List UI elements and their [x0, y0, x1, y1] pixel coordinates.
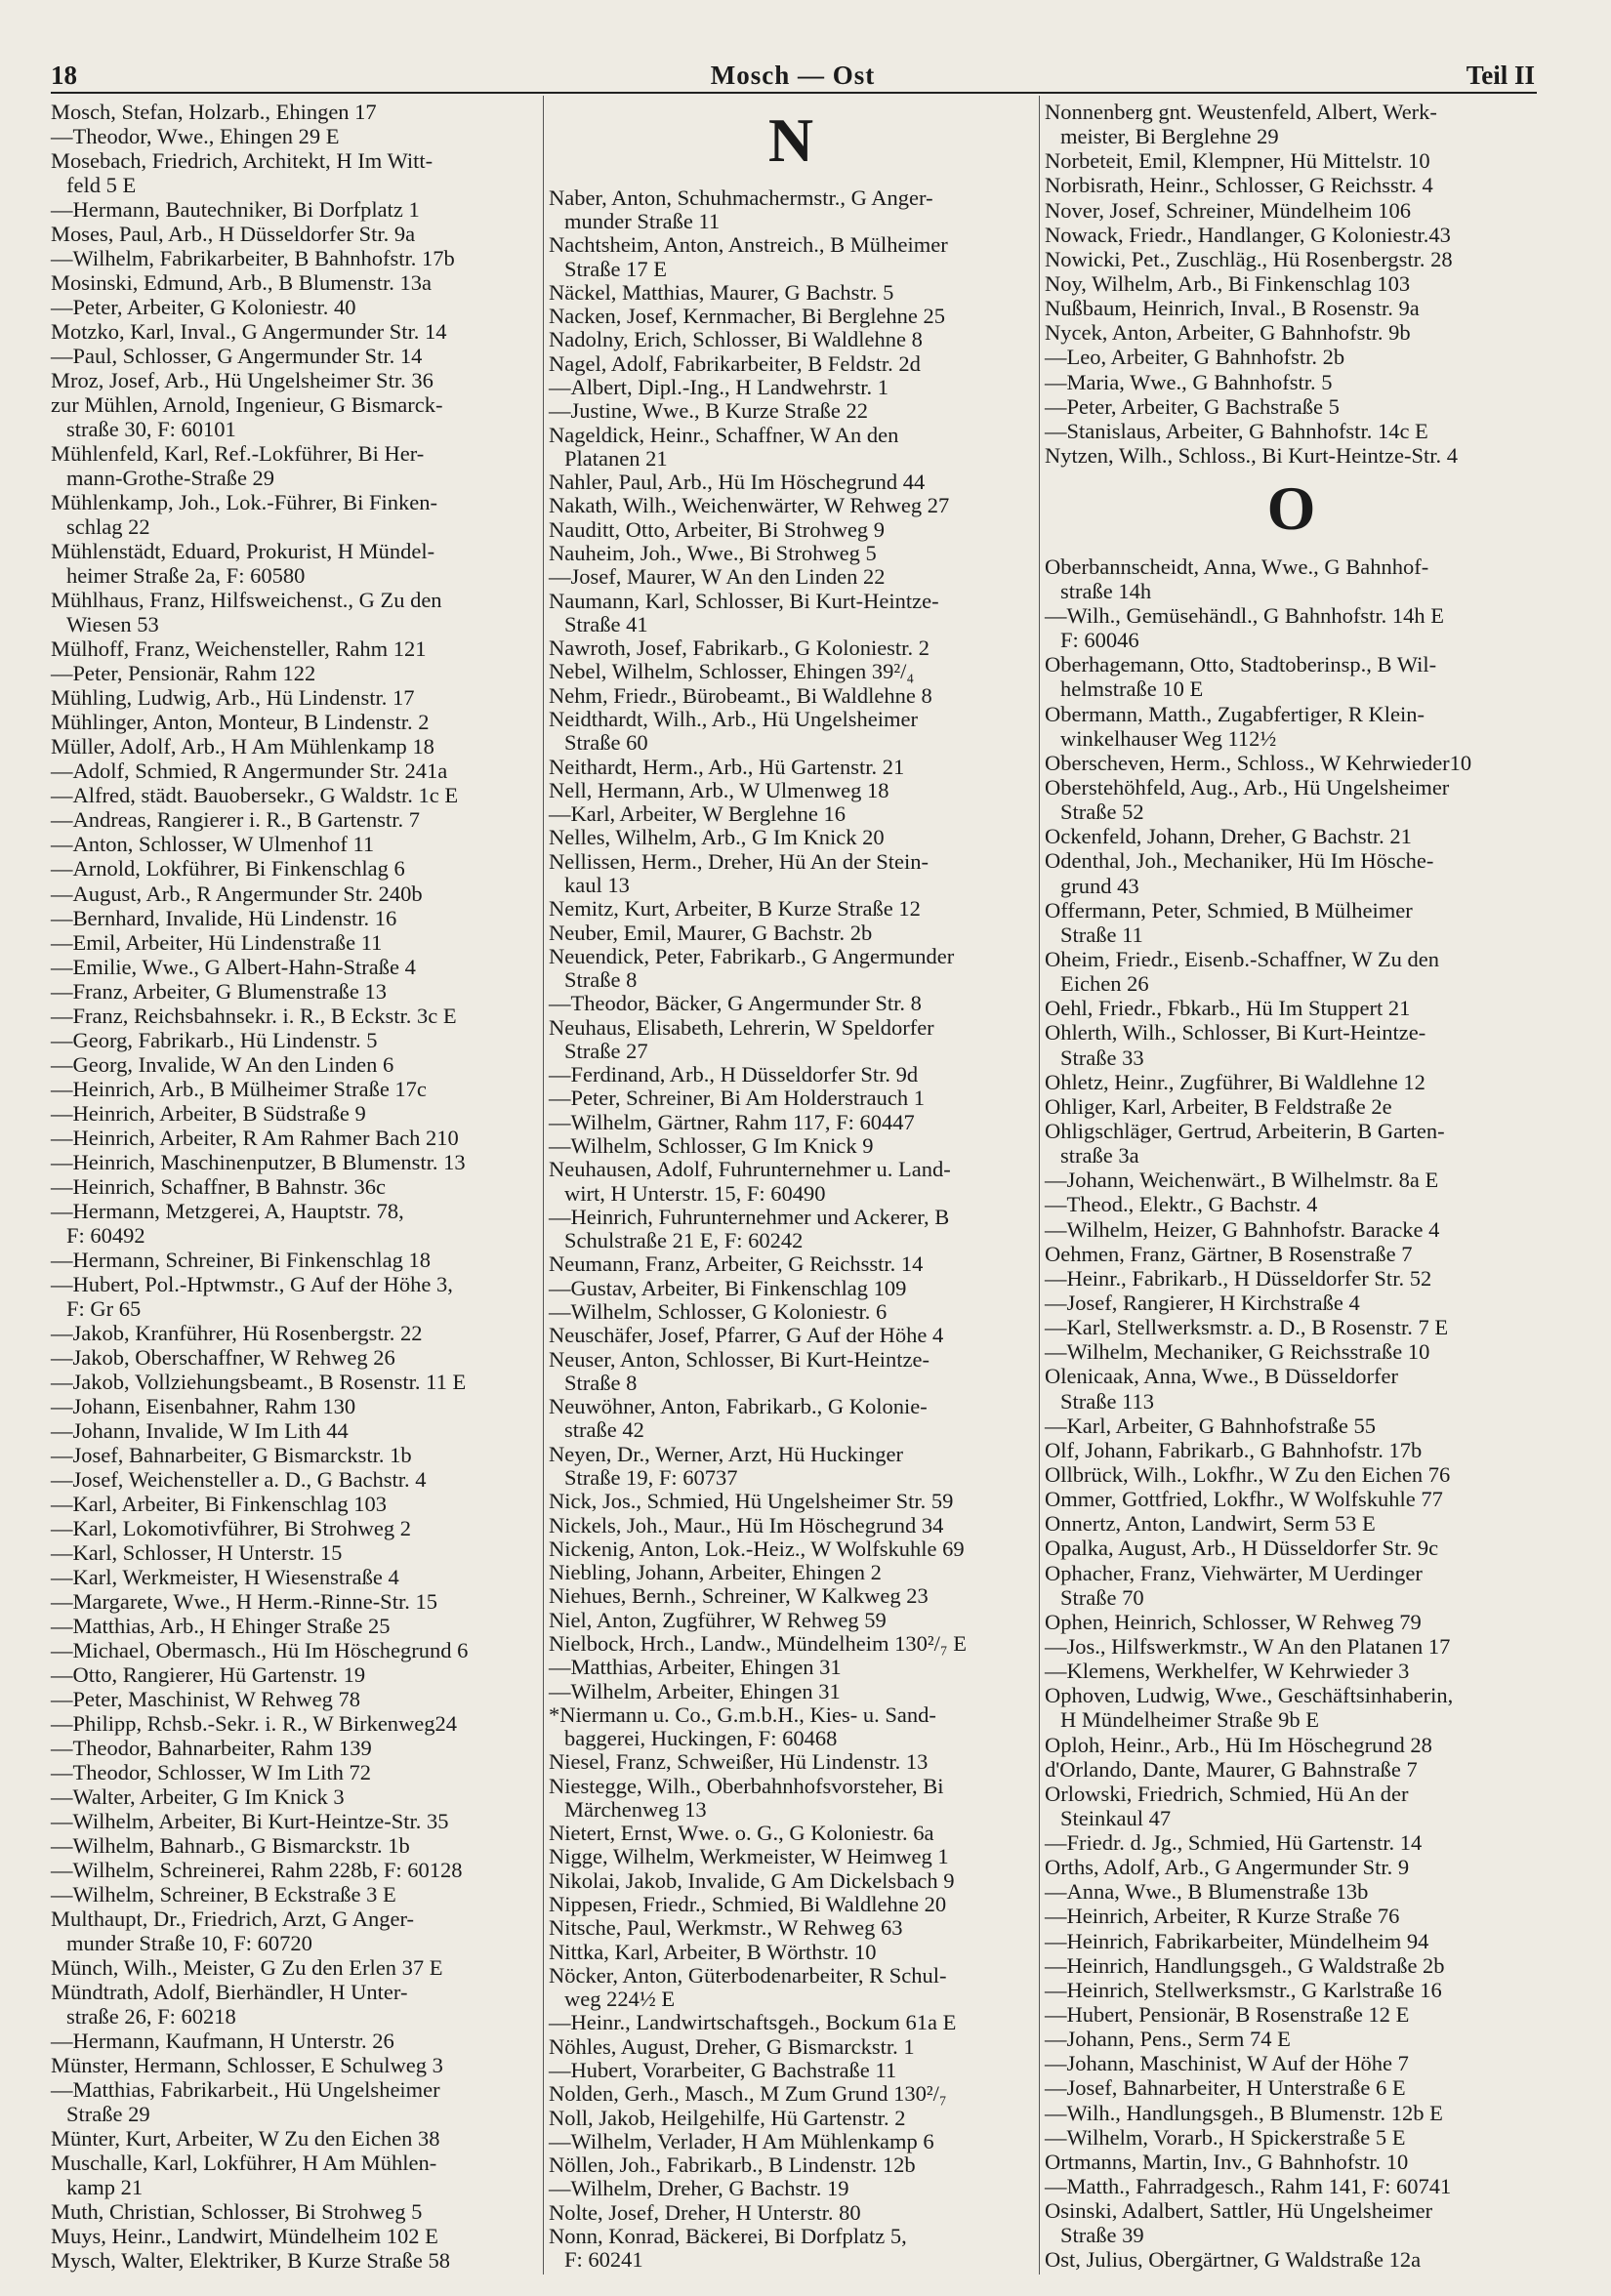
- directory-entry: —Theodor, Wwe., Ehingen 29 E: [51, 124, 340, 149]
- directory-entry: —Wilhelm, Fabrikarbeiter, B Bahnhofstr. 17b: [51, 246, 455, 271]
- directory-column-2: [549, 102, 1033, 2273]
- directory-entry: Noll, Jakob, Heilgehilfe, Hü Gartenstr. 2: [549, 2105, 906, 2130]
- directory-entry: —Adolf, Schmied, R Angermunder Str. 241a: [51, 758, 448, 784]
- directory-entry: —Heinrich, Fabrikarbeiter, Mündelheim 94: [1045, 1928, 1429, 1953]
- directory-entry: Ohligschläger, Gertrud, Arbeiterin, B Garten-: [1045, 1118, 1445, 1143]
- entry-continuation-line: Straße 70: [1060, 1584, 1144, 1610]
- directory-entry: Nawroth, Josef, Fabrikarb., G Koloniestr. 2: [549, 636, 929, 661]
- entry-continuation-line: feld 5 E: [66, 173, 137, 198]
- directory-entry: —Wilhelm, Mechaniker, G Reichsstraße 10: [1045, 1339, 1430, 1365]
- directory-entry: Oheim, Friedr., Eisenb.-Schaffner, W Zu den: [1045, 947, 1440, 971]
- directory-entry: —Josef, Maurer, W An den Linden 22: [549, 564, 886, 590]
- directory-entry: Niesel, Franz, Schweißer, Hü Lindenstr. 13: [549, 1749, 929, 1775]
- directory-entry: Nagel, Adolf, Fabrikarbeiter, B Feldstr. 2d: [549, 350, 921, 376]
- directory-entry: Nitsche, Paul, Werkmstr., W Rehweg 63: [549, 1915, 903, 1941]
- directory-entry: Oberbannscheidt, Anna, Wwe., G Bahnhof-: [1045, 554, 1429, 579]
- directory-entry: Norbeteit, Emil, Klempner, Hü Mittelstr. 10: [1045, 148, 1430, 174]
- entry-continuation-line: Straße 11: [1060, 922, 1143, 947]
- directory-entry: —Johann, Eisenbahner, Rahm 130: [51, 1393, 356, 1418]
- directory-entry: —Heinrich, Fuhrunternehmer und Ackerer, B: [549, 1204, 950, 1229]
- directory-entry: Nauheim, Joh., Wwe., Bi Strohweg 5: [549, 541, 877, 565]
- directory-entry: Oehl, Friedr., Fbkarb., Hü Im Stuppert 21: [1045, 996, 1411, 1021]
- directory-entry: —Peter, Schreiner, Bi Am Holderstrauch 1: [549, 1086, 925, 1111]
- directory-entry: —Karl, Stellwerksmstr. a. D., B Rosenstr. 7 E: [1045, 1315, 1449, 1340]
- directory-entry: —Albert, Dipl.-Ing., H Landwehrstr. 1: [549, 375, 889, 400]
- directory-entry: Nehm, Friedr., Bürobeamt., Bi Waldlehne 8: [549, 682, 932, 708]
- directory-entry: Neithardt, Herm., Arb., Hü Gartenstr. 21: [549, 754, 905, 779]
- directory-entry: —Heinrich, Arb., B Mülheimer Straße 17c: [51, 1076, 427, 1101]
- directory-entry: Odenthal, Joh., Mechaniker, Hü Im Hösche-: [1045, 848, 1434, 874]
- directory-entry: —Wilhelm, Schreinerei, Rahm 228b, F: 60128: [51, 1858, 463, 1883]
- directory-entry: Nowicki, Pet., Zuschläg., Hü Rosenbergstr. 28: [1045, 246, 1453, 271]
- entry-continuation-line: straße 26, F: 60218: [66, 2004, 236, 2030]
- entry-continuation-line: F: 60492: [66, 1222, 145, 1248]
- directory-entry: Oberscheven, Herm., Schloss., W Kehrwieder10: [1045, 750, 1472, 775]
- directory-entry: Mroz, Josef, Arb., Hü Ungelsheimer Str. 36: [51, 368, 434, 393]
- directory-entry: Olenicaak, Anna, Wwe., B Düsseldorfer: [1045, 1364, 1398, 1389]
- directory-entry: Neuber, Emil, Maurer, G Bachstr. 2b: [549, 920, 873, 945]
- directory-entry: Mühling, Ludwig, Arb., Hü Lindenstr. 17: [51, 685, 415, 711]
- directory-entry: —Peter, Maschinist, W Rehweg 78: [51, 1687, 360, 1712]
- directory-entry: Niehues, Bernh., Schreiner, W Kalkweg 23: [549, 1583, 929, 1609]
- directory-entry: Neuschäfer, Josef, Pfarrer, G Auf der Höhe 4: [549, 1323, 944, 1348]
- directory-entry: Nonnenberg gnt. Weustenfeld, Albert, Werk-: [1045, 100, 1437, 124]
- directory-entry: Mühlenkamp, Joh., Lok.-Führer, Bi Finken-: [51, 490, 437, 515]
- directory-entry: Mysch, Walter, Elektriker, B Kurze Straße 58: [51, 2248, 450, 2274]
- entry-continuation-line: straße 42: [564, 1417, 644, 1443]
- directory-entry: —Hermann, Kaufmann, H Unterstr. 26: [51, 2029, 394, 2054]
- directory-entry: Ohliger, Karl, Arbeiter, B Feldstraße 2e: [1045, 1093, 1392, 1119]
- directory-entry: Multhaupt, Dr., Friedrich, Arzt, G Anger-: [51, 1906, 414, 1932]
- entry-continuation-line: heimer Straße 2a, F: 60580: [66, 563, 306, 589]
- entry-continuation-line: schlag 22: [66, 514, 150, 540]
- directory-entry: —Karl, Arbeiter, G Bahnhofstraße 55: [1045, 1413, 1377, 1438]
- page-number: 18: [51, 61, 77, 90]
- directory-entry: —Anna, Wwe., B Blumenstraße 13b: [1045, 1879, 1369, 1905]
- directory-entry: Mosch, Stefan, Holzarb., Ehingen 17: [51, 100, 377, 124]
- directory-entry: —Wilhelm, Arbeiter, Bi Kurt-Heintze-Str. 35: [51, 1809, 449, 1834]
- entry-continuation-line: Straße 33: [1060, 1045, 1144, 1070]
- directory-entry: Oehmen, Franz, Gärtner, B Rosenstraße 7: [1045, 1241, 1413, 1266]
- directory-entry: Nover, Josef, Schreiner, Mündelheim 106: [1045, 197, 1411, 223]
- directory-entry: Mülhoff, Franz, Weichensteller, Rahm 121: [51, 636, 427, 662]
- directory-entry: Niestegge, Wilh., Oberbahnhofsvorsteher, Bi: [549, 1773, 944, 1798]
- entry-continuation-line: Wiesen 53: [66, 612, 159, 637]
- directory-entry: —Hermann, Schreiner, Bi Finkenschlag 18: [51, 1247, 432, 1272]
- directory-entry: Mündtrath, Adolf, Bierhändler, H Unter-: [51, 1980, 408, 2005]
- directory-entry: —Johann, Pens., Serm 74 E: [1045, 2027, 1291, 2052]
- directory-entry: Mosebach, Friedrich, Architekt, H Im Witt-: [51, 148, 434, 174]
- directory-entry: —Karl, Werkmeister, H Wiesenstraße 4: [51, 1564, 399, 1589]
- directory-entry: —Franz, Reichsbahnsekr. i. R., B Eckstr. 3c E: [51, 1003, 457, 1028]
- directory-entry: Nikolai, Jakob, Invalide, G Am Dickelsbach 9: [549, 1867, 955, 1893]
- directory-entry: —Emilie, Wwe., G Albert-Hahn-Straße 4: [51, 954, 416, 979]
- directory-entry: Nowack, Friedr., Handlanger, G Koloniestr.43: [1045, 222, 1451, 247]
- directory-entry: Naber, Anton, Schuhmachermstr., G Anger-: [549, 184, 933, 210]
- directory-entry: Opalka, August, Arb., H Düsseldorfer Str. 9c: [1045, 1536, 1439, 1561]
- directory-entry: —Peter, Pensionär, Rahm 122: [51, 661, 316, 686]
- directory-entry: Oberhagemann, Otto, Stadtoberinsp., B Wil-: [1045, 652, 1437, 677]
- directory-entry: Nebel, Wilhelm, Schlosser, Ehingen 39²/₄: [549, 659, 915, 684]
- directory-entry: —Philipp, Rchsb.-Sekr. i. R., W Birkenweg24: [51, 1711, 458, 1737]
- directory-entry: —Heinrich, Arbeiter, R Kurze Straße 76: [1045, 1904, 1400, 1929]
- directory-entry: Ohletz, Heinr., Zugführer, Bi Waldlehne 12: [1045, 1069, 1425, 1094]
- directory-entry: —Emil, Arbeiter, Hü Lindenstraße 11: [51, 929, 383, 955]
- directory-entry: Motzko, Karl, Inval., G Angermunder Str. 14: [51, 319, 447, 345]
- directory-entry: —Andreas, Rangierer i. R., B Gartenstr. 7: [51, 807, 421, 833]
- directory-entry: Nöhles, August, Dreher, G Bismarckstr. 1: [549, 2033, 915, 2059]
- directory-entry: Nöcker, Anton, Güterbodenarbeiter, R Schul-: [549, 1962, 947, 1988]
- entry-continuation-line: Platanen 21: [564, 445, 668, 471]
- directory-entry: Näckel, Matthias, Maurer, G Bachstr. 5: [549, 279, 894, 305]
- directory-entry: Noy, Wilhelm, Arb., Bi Finkenschlag 103: [1045, 270, 1411, 296]
- directory-entry: Nickels, Joh., Maur., Hü Im Höschegrund 34: [549, 1512, 944, 1538]
- directory-entry: Neyen, Dr., Werner, Arzt, Hü Huckinger: [549, 1441, 904, 1466]
- entry-continuation-line: Straße 113: [1060, 1388, 1155, 1414]
- section-letter-heading: O: [1266, 473, 1316, 544]
- directory-entry: Nellissen, Herm., Dreher, Hü An der Stein-: [549, 848, 929, 874]
- entry-continuation-line: Straße 27: [564, 1038, 648, 1063]
- directory-entry: —Paul, Schlosser, G Angermunder Str. 14: [51, 344, 423, 369]
- directory-entry: —Heinr., Landwirtschaftsgeh., Bockum 61a E: [549, 2010, 957, 2035]
- directory-entry: —Matthias, Fabrikarbeit., Hü Ungelsheimer: [51, 2077, 440, 2103]
- directory-entry: Moses, Paul, Arb., H Düsseldorfer Str. 9a: [51, 222, 416, 247]
- directory-entry: Orlowski, Friedrich, Schmied, Hü An der: [1045, 1781, 1409, 1806]
- directory-entry: Nippesen, Friedr., Schmied, Bi Waldlehne 20: [549, 1892, 947, 1917]
- directory-entry: Ockenfeld, Johann, Dreher, G Bachstr. 21: [1045, 824, 1412, 849]
- directory-entry: —Margarete, Wwe., H Herm.-Rinne-Str. 15: [51, 1588, 437, 1614]
- directory-entry: Nigge, Wilhelm, Werkmeister, W Heimweg 1: [549, 1844, 949, 1869]
- directory-entry: Muschalle, Karl, Lokführer, H Am Mühlen-: [51, 2151, 437, 2176]
- directory-entry: —Georg, Invalide, W An den Linden 6: [51, 1051, 394, 1077]
- directory-entry: Nußbaum, Heinrich, Inval., B Rosenstr. 9a: [1045, 296, 1420, 321]
- directory-entry: Neidthardt, Wilh., Arb., Hü Ungelsheimer: [549, 706, 918, 731]
- directory-entry: Muth, Christian, Schlosser, Bi Strohweg 5: [51, 2199, 423, 2225]
- directory-entry: Ophacher, Franz, Viehwärter, M Uerdinger: [1045, 1560, 1423, 1585]
- entry-continuation-line: winkelhauser Weg 112½: [1060, 725, 1277, 751]
- entry-continuation-line: Straße 41: [564, 611, 648, 636]
- directory-entry: —Josef, Bahnarbeiter, H Unterstraße 6 E: [1045, 2075, 1406, 2101]
- directory-entry: —Karl, Schlosser, H Unterstr. 15: [51, 1539, 343, 1565]
- directory-entry: Nelles, Wilhelm, Arb., G Im Knick 20: [549, 825, 885, 850]
- directory-entry: Oberstehöhfeld, Aug., Arb., Hü Ungelsheimer: [1045, 775, 1450, 800]
- directory-entry: Münch, Wilh., Meister, G Zu den Erlen 37 E: [51, 1955, 443, 1981]
- directory-entry: Nytzen, Wilh., Schloss., Bi Kurt-Heintze-Str. 4: [1045, 442, 1459, 468]
- directory-entry: —Matth., Fahrradgesch., Rahm 141, F: 60741: [1045, 2174, 1452, 2199]
- entry-continuation-line: baggerei, Huckingen, F: 60468: [564, 1726, 838, 1751]
- directory-entry: —Theodor, Schlosser, W Im Lith 72: [51, 1760, 371, 1785]
- entry-continuation-line: straße 3a: [1060, 1143, 1139, 1168]
- entry-continuation-line: Steinkaul 47: [1060, 1805, 1172, 1830]
- entry-continuation-line: grund 43: [1060, 873, 1139, 898]
- directory-entry: Ophoven, Ludwig, Wwe., Geschäftsinhaberin,: [1045, 1683, 1454, 1708]
- directory-entry: Onnertz, Anton, Landwirt, Serm 53 E: [1045, 1511, 1376, 1537]
- directory-entry: Neuwöhner, Anton, Fabrikarb., G Kolonie-: [549, 1394, 928, 1419]
- directory-entry: —Heinrich, Stellwerksmstr., G Karlstraße 16: [1045, 1977, 1442, 2002]
- directory-entry: —Karl, Lokomotivführer, Bi Strohweg 2: [51, 1515, 412, 1540]
- directory-entry: Nycek, Anton, Arbeiter, G Bahnhofstr. 9b: [1045, 320, 1411, 346]
- column-divider: [1039, 96, 1040, 2275]
- directory-column-1: [51, 102, 539, 2273]
- directory-entry: Ollbrück, Wilh., Lokfhr., W Zu den Eichen 76: [1045, 1461, 1451, 1487]
- directory-entry: Osinski, Adalbert, Sattler, Hü Ungelsheimer: [1045, 2198, 1433, 2224]
- directory-entry: —Hubert, Vorarbeiter, G Bachstraße 11: [549, 2058, 897, 2082]
- directory-entry: —Theodor, Bäcker, G Angermunder Str. 8: [549, 991, 922, 1016]
- directory-entry: Muys, Heinr., Landwirt, Mündelheim 102 E: [51, 2224, 438, 2249]
- directory-entry: —Justine, Wwe., B Kurze Straße 22: [549, 398, 869, 424]
- directory-entry: —Matthias, Arbeiter, Ehingen 31: [549, 1655, 842, 1680]
- directory-entry: Offermann, Peter, Schmied, B Mülheimer: [1045, 897, 1413, 922]
- directory-entry: —Franz, Arbeiter, G Blumenstraße 13: [51, 978, 388, 1004]
- entry-continuation-line: Straße 19, F: 60737: [564, 1464, 738, 1490]
- directory-entry: —Peter, Arbeiter, G Koloniestr. 40: [51, 295, 356, 320]
- directory-entry: Ophen, Heinrich, Schlosser, W Rehweg 79: [1045, 1609, 1422, 1634]
- directory-entry: —Josef, Rangierer, H Kirchstraße 4: [1045, 1290, 1360, 1315]
- directory-entry: Oploh, Heinr., Arb., Hü Im Höschegrund 28: [1045, 1732, 1432, 1757]
- directory-entry: —Theodor, Bahnarbeiter, Rahm 139: [51, 1736, 372, 1761]
- directory-entry: —Johann, Invalide, W Im Lith 44: [51, 1417, 349, 1443]
- directory-entry: Nahler, Paul, Arb., Hü Im Höschegrund 44: [549, 470, 926, 495]
- entry-continuation-line: munder Straße 11: [564, 209, 721, 234]
- directory-entry: —Wilhelm, Heizer, G Bahnhofstr. Baracke 4: [1045, 1216, 1440, 1242]
- directory-entry: Orths, Adolf, Arb., G Angermunder Str. 9: [1045, 1855, 1410, 1880]
- directory-entry: —Josef, Weichensteller a. D., G Bachstr. 4: [51, 1466, 427, 1492]
- directory-entry: Mühlhaus, Franz, Hilfsweichenst., G Zu den: [51, 588, 442, 613]
- section-letter-heading: N: [767, 105, 814, 175]
- directory-entry: Nachtsheim, Anton, Anstreich., B Mülheimer: [549, 232, 948, 258]
- directory-entry: —Jakob, Oberschaffner, W Rehweg 26: [51, 1344, 395, 1370]
- directory-entry: —Wilhelm, Vorarb., H Spickerstraße 5 E: [1045, 2124, 1406, 2150]
- directory-entry: Nacken, Josef, Kernmacher, Bi Berglehne 25: [549, 304, 946, 329]
- directory-entry: —Jos., Hilfswerkmstr., W An den Platanen 17: [1045, 1633, 1451, 1659]
- entry-continuation-line: Märchenweg 13: [564, 1796, 707, 1822]
- directory-entry: Müller, Adolf, Arb., H Am Mühlenkamp 18: [51, 734, 434, 759]
- directory-entry: Nonn, Konrad, Bäckerei, Bi Dorfplatz 5,: [549, 2223, 907, 2248]
- directory-entry: —Klemens, Werkhelfer, W Kehrwieder 3: [1045, 1659, 1410, 1684]
- directory-entry: —Matthias, Arb., H Ehinger Straße 25: [51, 1613, 391, 1638]
- directory-entry: —Karl, Arbeiter, Bi Finkenschlag 103: [51, 1491, 388, 1516]
- directory-entry: —Karl, Arbeiter, W Berglehne 16: [549, 801, 847, 827]
- header-rule: [51, 92, 1537, 94]
- directory-entry: —Otto, Rangierer, Hü Gartenstr. 19: [51, 1662, 366, 1687]
- entry-continuation-line: mann-Grothe-Straße 29: [66, 466, 275, 491]
- directory-entry: Nell, Hermann, Arb., W Ulmenweg 18: [549, 777, 889, 802]
- entry-continuation-line: weg 224½ E: [564, 1987, 676, 2012]
- directory-entry: —Friedr. d. Jg., Schmied, Hü Gartenstr. 14: [1045, 1830, 1423, 1856]
- directory-entry: Niebling, Johann, Arbeiter, Ehingen 2: [549, 1560, 882, 1585]
- directory-entry: Neuhausen, Adolf, Fuhrunternehmer u. Land-: [549, 1157, 951, 1182]
- directory-entry: —Wilhelm, Dreher, G Bachstr. 19: [549, 2176, 849, 2201]
- directory-entry: Niel, Anton, Zugführer, W Rehweg 59: [549, 1607, 887, 1632]
- directory-entry: Nadolny, Erich, Schlosser, Bi Waldlehne 8: [549, 327, 923, 352]
- entry-continuation-line: Straße 8: [564, 967, 638, 993]
- part-label: Teil II: [1466, 61, 1535, 90]
- directory-column-3: [1045, 102, 1538, 2273]
- directory-entry: —Wilhelm, Verlader, H Am Mühlenkamp 6: [549, 2128, 934, 2153]
- directory-entry: —Josef, Bahnarbeiter, G Bismarckstr. 1b: [51, 1442, 412, 1467]
- entry-continuation-line: Straße 8: [564, 1370, 638, 1395]
- entry-continuation-line: kamp 21: [66, 2175, 144, 2200]
- directory-entry: —Heinrich, Arbeiter, R Am Rahmer Bach 210: [51, 1125, 459, 1150]
- entry-continuation-line: Straße 17 E: [564, 256, 667, 281]
- directory-entry: —Walter, Arbeiter, G Im Knick 3: [51, 1784, 345, 1810]
- directory-entry: Ohlerth, Wilh., Schlosser, Bi Kurt-Heintze-: [1045, 1020, 1426, 1046]
- directory-entry: Mosinski, Edmund, Arb., B Blumenstr. 13a: [51, 270, 433, 296]
- directory-entry: —Wilh., Handlungsgeh., B Blumenstr. 12b E: [1045, 2100, 1443, 2125]
- entry-continuation-line: Straße 39: [1060, 2223, 1144, 2248]
- directory-entry: —Heinrich, Arbeiter, B Südstraße 9: [51, 1100, 366, 1126]
- directory-entry: —Ferdinand, Arb., H Düsseldorfer Str. 9d: [549, 1062, 919, 1087]
- directory-entry: —Hermann, Metzgerei, A, Hauptstr. 78,: [51, 1198, 404, 1223]
- directory-entry: d'Orlando, Dante, Maurer, G Bahnstraße 7: [1045, 1756, 1418, 1782]
- directory-entry: —Heinrich, Handlungsgeh., G Waldstraße 2b: [1045, 1952, 1445, 1978]
- entry-continuation-line: F: 60046: [1060, 628, 1139, 653]
- directory-entry: —Heinr., Fabrikarb., H Düsseldorfer Str. 52: [1045, 1265, 1432, 1291]
- directory-entry: —Jakob, Kranführer, Hü Rosenbergstr. 22: [51, 1320, 423, 1345]
- directory-entry: —Bernhard, Invalide, Hü Lindenstr. 16: [51, 905, 397, 930]
- directory-entry: Neumann, Franz, Arbeiter, G Reichsstr. 14: [549, 1251, 924, 1277]
- directory-entry: —Wilhelm, Gärtner, Rahm 117, F: 60447: [549, 1109, 915, 1134]
- entry-continuation-line: straße 30, F: 60101: [66, 417, 236, 442]
- directory-entry: —Hubert, Pensionär, B Rosenstraße 12 E: [1045, 2002, 1410, 2028]
- directory-entry: —Jakob, Vollziehungsbeamt., B Rosenstr. 11 E: [51, 1369, 467, 1394]
- entry-continuation-line: Straße 60: [564, 730, 648, 756]
- directory-entry: —Heinrich, Schaffner, B Bahnstr. 36c: [51, 1173, 386, 1199]
- directory-entry: —Wilhelm, Bahnarb., G Bismarckstr. 1b: [51, 1833, 410, 1859]
- directory-entry: Obermann, Matth., Zugabfertiger, R Klein-: [1045, 701, 1425, 726]
- directory-entry: Ortmanns, Martin, Inv., G Bahnhofstr. 10: [1045, 2149, 1409, 2174]
- directory-entry: Mühlenfeld, Karl, Ref.-Lokführer, Bi Her-: [51, 441, 425, 467]
- directory-entry: —Heinrich, Maschinenputzer, B Blumenstr. 13: [51, 1149, 466, 1174]
- entry-continuation-line: F: Gr 65: [66, 1295, 142, 1321]
- entry-continuation-line: helmstraße 10 E: [1060, 676, 1204, 702]
- directory-entry: —Theod., Elektr., G Bachstr. 4: [1045, 1192, 1318, 1217]
- directory-entry: Mühlenstädt, Eduard, Prokurist, H Mündel-: [51, 539, 435, 564]
- entry-continuation-line: Eichen 26: [1060, 971, 1149, 997]
- entry-continuation-line: munder Straße 10, F: 60720: [66, 1931, 312, 1956]
- directory-entry: zur Mühlen, Arnold, Ingenieur, G Bismarck-: [51, 392, 443, 418]
- directory-entry: —Wilhelm, Schreiner, B Eckstraße 3 E: [51, 1882, 396, 1907]
- entry-continuation-line: wirt, H Unterstr. 15, F: 60490: [564, 1180, 826, 1206]
- directory-entry: Naumann, Karl, Schlosser, Bi Kurt-Heintze-: [549, 588, 939, 613]
- directory-entry: Nemitz, Kurt, Arbeiter, B Kurze Straße 12: [549, 896, 921, 922]
- directory-entry: Norbisrath, Heinr., Schlosser, G Reichsstr. 4: [1045, 173, 1433, 198]
- column-divider: [543, 96, 544, 2275]
- directory-entry: —Johann, Maschinist, W Auf der Höhe 7: [1045, 2051, 1409, 2076]
- directory-entry: Münster, Hermann, Schlosser, E Schulweg 3: [51, 2053, 443, 2078]
- entry-continuation-line: Schulstraße 21 E, F: 60242: [564, 1228, 804, 1253]
- directory-entry: Nietert, Ernst, Wwe. o. G., G Koloniestr. 6a: [549, 1821, 934, 1846]
- entry-continuation-line: H Mündelheimer Straße 9b E: [1060, 1707, 1319, 1733]
- directory-entry: Nakath, Wilh., Weichenwärter, W Rehweg 27: [549, 493, 950, 518]
- directory-entry: Nick, Jos., Schmied, Hü Ungelsheimer Str. 59: [549, 1489, 954, 1514]
- directory-entry: —Wilhelm, Schlosser, G Im Knick 9: [549, 1133, 874, 1159]
- directory-entry: —Hermann, Bautechniker, Bi Dorfplatz 1: [51, 197, 420, 223]
- directory-entry: Neuendick, Peter, Fabrikarb., G Angermunder: [549, 943, 955, 968]
- directory-entry: Nauditt, Otto, Arbeiter, Bi Strohweg 9: [549, 516, 886, 542]
- directory-entry: —Wilhelm, Schlosser, G Koloniestr. 6: [549, 1299, 888, 1324]
- directory-entry: —Wilhelm, Arbeiter, Ehingen 31: [549, 1678, 841, 1703]
- directory-entry: —August, Arb., R Angermunder Str. 240b: [51, 881, 423, 906]
- directory-entry: —Alfred, städt. Bauobersekr., G Waldstr. 1c E: [51, 783, 459, 808]
- directory-entry: Ommer, Gottfried, Lokfhr., W Wolfskuhle 77: [1045, 1487, 1443, 1512]
- directory-entry: Ost, Julius, Obergärtner, G Waldstraße 12a: [1045, 2247, 1422, 2273]
- directory-entry: Münter, Kurt, Arbeiter, W Zu den Eichen 38: [51, 2126, 440, 2152]
- page-header: [51, 61, 1535, 94]
- entry-continuation-line: meister, Bi Berglehne 29: [1060, 124, 1279, 149]
- directory-entry: Nolte, Josef, Dreher, H Unterstr. 80: [549, 2199, 861, 2225]
- directory-entry: —Johann, Weichenwärt., B Wilhelmstr. 8a E: [1045, 1168, 1439, 1193]
- entry-continuation-line: F: 60241: [564, 2247, 643, 2273]
- directory-entry: Nielbock, Hrch., Landw., Mündelheim 130²/₇ E: [549, 1630, 968, 1656]
- directory-entry: —Georg, Fabrikarb., Hü Lindenstr. 5: [51, 1027, 378, 1052]
- directory-entry: —Peter, Arbeiter, G Bachstraße 5: [1045, 393, 1340, 419]
- directory-entry: —Gustav, Arbeiter, Bi Finkenschlag 109: [549, 1275, 907, 1300]
- entry-continuation-line: kaul 13: [564, 872, 630, 897]
- directory-entry: Neuhaus, Elisabeth, Lehrerin, W Speldorfer: [549, 1014, 934, 1040]
- directory-entry: Mühlinger, Anton, Monteur, B Lindenstr. 2: [51, 710, 430, 735]
- directory-entry: —Hubert, Pol.-Hptwmstr., G Auf der Höhe 3,: [51, 1271, 453, 1296]
- entry-continuation-line: Straße 52: [1060, 800, 1144, 825]
- entry-continuation-line: Straße 29: [66, 2102, 150, 2127]
- directory-entry: —Leo, Arbeiter, G Bahnhofstr. 2b: [1045, 345, 1345, 370]
- entry-continuation-line: straße 14h: [1060, 578, 1152, 603]
- directory-entry: Nolden, Gerh., Masch., M Zum Grund 130²/₇: [549, 2081, 947, 2107]
- page-title: Mosch — Ost: [710, 61, 876, 90]
- directory-entry: —Maria, Wwe., G Bahnhofstr. 5: [1045, 369, 1333, 394]
- directory-entry: —Michael, Obermasch., Hü Im Höschegrund 6: [51, 1637, 469, 1662]
- directory-entry: Neuser, Anton, Schlosser, Bi Kurt-Heintze-: [549, 1346, 929, 1372]
- directory-entry: —Stanislaus, Arbeiter, G Bahnhofstr. 14c E: [1045, 418, 1428, 443]
- directory-entry: Olf, Johann, Fabrikarb., G Bahnhofstr. 17b: [1045, 1437, 1423, 1462]
- directory-entry: Nöllen, Joh., Fabrikarb., B Lindenstr. 12b: [549, 2152, 916, 2178]
- directory-entry: Nageldick, Heinr., Schaffner, W An den: [549, 422, 899, 447]
- directory-entry: —Arnold, Lokführer, Bi Finkenschlag 6: [51, 856, 405, 882]
- directory-entry: Nittka, Karl, Arbeiter, B Wörthstr. 10: [549, 1939, 877, 1964]
- directory-entry: —Wilh., Gemüsehändl., G Bahnhofstr. 14h E: [1045, 603, 1445, 629]
- directory-entry: Nickenig, Anton, Lok.-Heiz., W Wolfskuhle 69: [549, 1536, 965, 1561]
- directory-entry: —Anton, Schlosser, W Ulmenhof 11: [51, 832, 375, 857]
- directory-entry: *Niermann u. Co., G.m.b.H., Kies- u. Sand-: [549, 1702, 936, 1727]
